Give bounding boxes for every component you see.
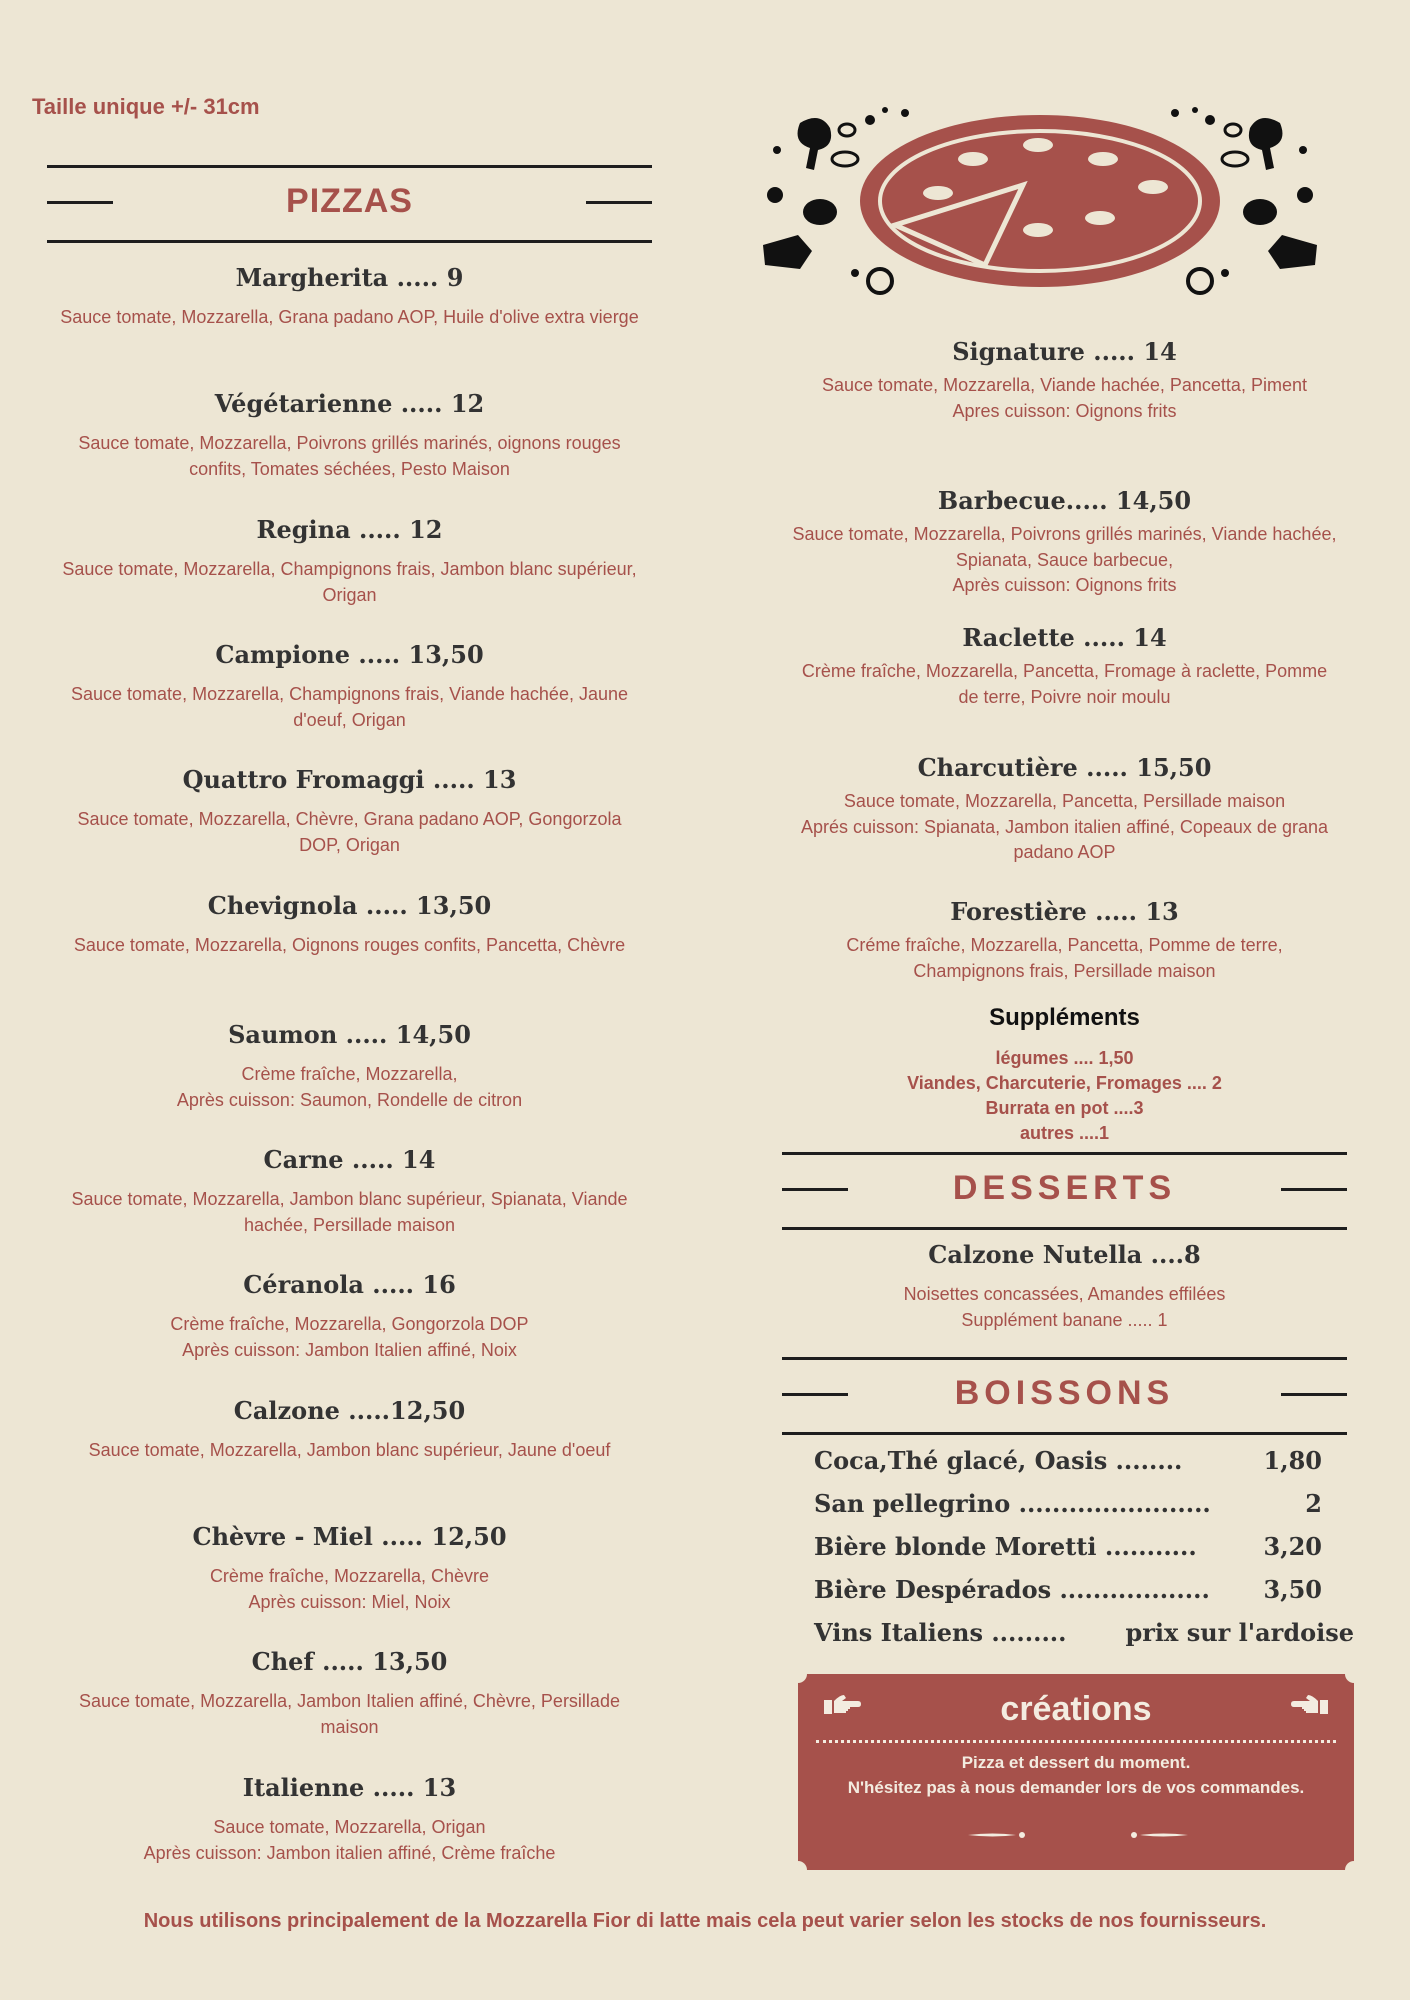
- item-name: Charcutière ..... 15,50: [917, 753, 1212, 782]
- item-description: Crème fraîche, Mozzarella, Gongorzola DOP Après cuisson: Jambon Italien affiné, Noix: [170, 1314, 529, 1360]
- item-description: Crème fraîche, Mozzarella, Après cuisson: Saumon, Rondelle de citron: [176, 1064, 523, 1110]
- menu-item: [47, 1773, 652, 1866]
- menu-item: [47, 1647, 652, 1740]
- creations-text: Pizza et dessert du moment. N'hésitez pas à nous demander lors de vos commandes.: [847, 1753, 1305, 1797]
- supplements-title: Suppléments: [989, 1004, 1140, 1031]
- item-description: Sauce tomate, Mozzarella, Pancetta, Persillade maison Aprés cuisson: Spianata, Jambon italien affiné, Copeaux de grana padano AOP: [800, 791, 1328, 862]
- item-name: Margherita ..... 9: [235, 263, 464, 292]
- item-description: Crème fraîche, Mozzarella, Chèvre Après cuisson: Miel, Noix: [209, 1566, 490, 1612]
- drink-row: [814, 1618, 1354, 1661]
- menu-item: [782, 623, 1347, 710]
- boissons-banner: [782, 1357, 1347, 1435]
- pizza-illustration: [755, 95, 1325, 305]
- item-name: Calzone Nutella ....8: [928, 1240, 1201, 1269]
- supplements-list: [782, 1046, 1347, 1146]
- drink-row: [814, 1489, 1322, 1532]
- ornament-icon: [1128, 1830, 1188, 1840]
- item-description: Sauce tomate, Mozzarella, Viande hachée, Pancetta, Piment Apres cuisson: Oignons frits: [822, 375, 1307, 421]
- desserts-title: DESSERTS: [952, 1169, 1177, 1207]
- pizzas-banner: [47, 165, 652, 243]
- menu-item: [782, 753, 1347, 866]
- desserts-banner: [782, 1152, 1347, 1230]
- item-name: Céranola ..... 16: [243, 1270, 456, 1299]
- supplement-line: autres ....1: [1019, 1123, 1110, 1143]
- item-description: Sauce tomate, Mozzarella, Jambon blanc supérieur, Jaune d'oeuf: [88, 1440, 611, 1460]
- drink-name: Coca,Thé glacé, Oasis ........: [814, 1446, 1183, 1475]
- supplement-line: Burrata en pot ....3: [985, 1098, 1144, 1118]
- item-description: Sauce tomate, Mozzarella, Chèvre, Grana padano AOP, Gongorzola DOP, Origan: [77, 809, 622, 855]
- footer-note: Nous utilisons principalement de la Mozzarella Fior di latte mais cela peut varier selon les stocks de nos fournisseurs.: [143, 1910, 1267, 1932]
- menu-item: [47, 389, 652, 482]
- item-name: Raclette ..... 14: [962, 623, 1167, 652]
- item-description: Noisettes concassées, Amandes effilées Supplément banane ..... 1: [903, 1284, 1226, 1330]
- menu-item: [782, 337, 1347, 424]
- item-name: Chef ..... 13,50: [251, 1647, 448, 1676]
- drink-name: Bière Despérados ..................: [814, 1575, 1210, 1604]
- item-name: Chèvre - Miel ..... 12,50: [192, 1522, 507, 1551]
- drink-name: Vins Italiens .........: [814, 1618, 1067, 1647]
- item-description: Sauce tomate, Mozzarella, Oignons rouges confits, Pancetta, Chèvre: [73, 935, 626, 955]
- menu-item: [47, 640, 652, 733]
- item-description: Sauce tomate, Mozzarella, Jambon Italien affiné, Chèvre, Persillade maison: [79, 1691, 620, 1737]
- item-description: Sauce tomate, Mozzarella, Jambon blanc supérieur, Spianata, Viande hachée, Persillade maison: [71, 1189, 628, 1235]
- size-note: Taille unique +/- 31cm: [32, 94, 260, 119]
- drink-name: San pellegrino .......................: [814, 1489, 1211, 1518]
- item-description: Sauce tomate, Mozzarella, Poivrons grillés marinés, Viande hachée, Spianata, Sauce barbecue, Après cuisson: Oignons frits: [792, 524, 1337, 595]
- drink-price: 3,20: [1263, 1532, 1322, 1561]
- menu-item: [782, 897, 1347, 984]
- menu-item: [47, 1396, 652, 1464]
- item-name: Végétarienne ..... 12: [214, 389, 485, 418]
- item-description: Créme fraîche, Mozzarella, Pancetta, Pomme de terre, Champignons frais, Persillade maison: [846, 935, 1283, 981]
- item-name: Quattro Fromaggi ..... 13: [182, 765, 517, 794]
- menu-item: [782, 486, 1347, 599]
- menu-item: [47, 1020, 652, 1113]
- item-description: Sauce tomate, Mozzarella, Grana padano AOP, Huile d'olive extra vierge: [60, 307, 639, 327]
- dotted-divider: [816, 1740, 1336, 1743]
- ornament-icon: [968, 1830, 1028, 1840]
- drink-price: 2: [1305, 1489, 1322, 1518]
- item-name: Regina ..... 12: [256, 515, 443, 544]
- item-description: Sauce tomate, Mozzarella, Champignons frais, Jambon blanc supérieur, Origan: [62, 559, 637, 605]
- menu-item: [47, 1270, 652, 1363]
- item-name: Forestière ..... 13: [950, 897, 1179, 926]
- item-description: Crème fraîche, Mozzarella, Pancetta, Fromage à raclette, Pomme de terre, Poivre noir moulu: [801, 661, 1328, 707]
- item-name: Saumon ..... 14,50: [228, 1020, 471, 1049]
- drink-row: [814, 1532, 1322, 1575]
- drink-row: [814, 1446, 1322, 1489]
- drinks-list: [814, 1446, 1354, 1661]
- drink-name: Bière blonde Moretti ...........: [814, 1532, 1197, 1561]
- menu-item: [47, 891, 652, 959]
- item-name: Signature ..... 14: [952, 337, 1177, 366]
- menu-item: [47, 263, 652, 331]
- item-name: Carne ..... 14: [263, 1145, 436, 1174]
- item-name: Campione ..... 13,50: [215, 640, 484, 669]
- item-name: Italienne ..... 13: [242, 1773, 457, 1802]
- supplement-line: légumes .... 1,50: [995, 1048, 1134, 1068]
- item-name: Chevignola ..... 13,50: [207, 891, 492, 920]
- menu-item: [47, 515, 652, 608]
- boissons-title: BOISSONS: [954, 1374, 1175, 1412]
- item-description: Sauce tomate, Mozzarella, Champignons frais, Viande hachée, Jaune d'oeuf, Origan: [71, 684, 628, 730]
- menu-item: [47, 765, 652, 858]
- item-name: Calzone .....12,50: [233, 1396, 466, 1425]
- menu-item: [47, 1145, 652, 1238]
- item-description: Sauce tomate, Mozzarella, Poivrons grillés marinés, oignons rouges confits, Tomates séchées, Pesto Maison: [78, 433, 621, 479]
- supplement-line: Viandes, Charcuterie, Fromages .... 2: [907, 1073, 1222, 1093]
- menu-item: [47, 1522, 652, 1615]
- dessert-item: [782, 1240, 1347, 1333]
- drink-price: 1,80: [1263, 1446, 1322, 1475]
- pizzas-title: PIZZAS: [286, 182, 413, 220]
- drink-price: prix sur l'ardoise: [1125, 1618, 1354, 1647]
- creations-box: [798, 1674, 1354, 1870]
- item-description: Sauce tomate, Mozzarella, Origan Après cuisson: Jambon italien affiné, Crème fraîche: [143, 1817, 556, 1863]
- item-name: Barbecue..... 14,50: [937, 486, 1192, 515]
- drink-price: 3,50: [1263, 1575, 1322, 1604]
- creations-title: créations: [1000, 1690, 1152, 1728]
- drink-row: [814, 1575, 1322, 1618]
